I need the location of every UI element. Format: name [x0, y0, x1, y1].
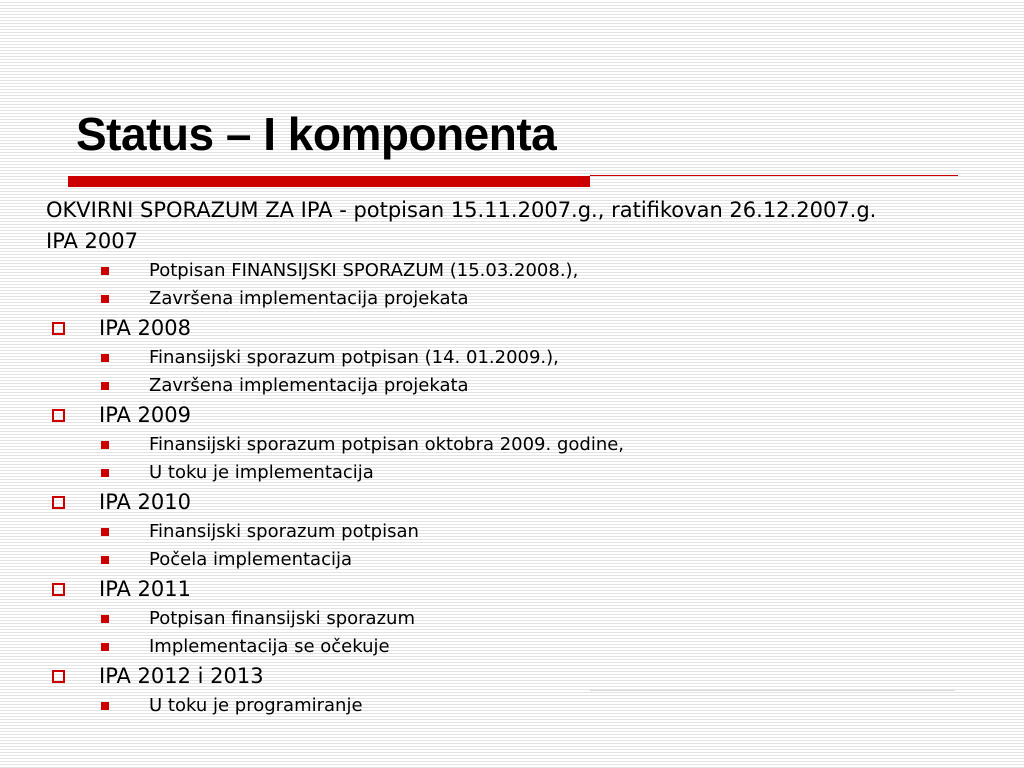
section-heading-text: IPA 2012 i 2013 [99, 664, 264, 688]
title-accent-line [590, 175, 958, 176]
hollow-square-bullet-icon [52, 496, 65, 509]
hollow-square-bullet-icon [52, 670, 65, 683]
list-item [46, 259, 946, 283]
section-heading [46, 489, 946, 516]
agreement-line: OKVIRNI SPORAZUM ZA IPA - potpisan 15.11.2007.g., ratifikovan 26.12.2007.g. [46, 198, 877, 222]
title-accent-bar [68, 176, 590, 187]
section-heading-text: IPA 2009 [99, 403, 191, 427]
ipa-2007-heading: IPA 2007 [46, 229, 138, 253]
square-bullet-icon [101, 354, 109, 362]
list-item [46, 520, 946, 544]
square-bullet-icon [101, 615, 109, 623]
square-bullet-icon [101, 556, 109, 564]
list-item-text: Finansijski sporazum potpisan oktobra 2009. godine, [149, 434, 625, 455]
section-heading [46, 315, 946, 342]
list-item-text: U toku je programiranje [149, 695, 363, 716]
section-heading [46, 402, 946, 429]
square-bullet-icon [101, 702, 109, 710]
list-item [46, 287, 946, 311]
list-item-text: Finansijski sporazum potpisan (14. 01.2009.), [149, 347, 559, 368]
slide-content [46, 197, 946, 722]
list-item [46, 461, 946, 485]
list-item-text: Potpisan finansijski sporazum [149, 608, 415, 629]
slide-title: Status – I komponenta [76, 108, 557, 160]
list-item [46, 374, 946, 398]
section-heading [46, 663, 946, 690]
list-item [46, 635, 946, 659]
list-item [46, 694, 946, 718]
list-item-text: U toku je implementacija [149, 462, 374, 483]
list-item-text: Potpisan FINANSIJSKI SPORAZUM (15.03.2008.), [149, 260, 579, 281]
list-item [46, 548, 946, 572]
list-item-text: Implementacija se očekuje [149, 636, 390, 657]
section-heading [46, 576, 946, 603]
ipa-sections [46, 315, 946, 718]
square-bullet-icon [101, 267, 109, 275]
square-bullet-icon [101, 643, 109, 651]
square-bullet-icon [101, 295, 109, 303]
square-bullet-icon [101, 441, 109, 449]
list-item [46, 433, 946, 457]
list-item [46, 346, 946, 370]
hollow-square-bullet-icon [52, 409, 65, 422]
list-item-text: Završena implementacija projekata [149, 375, 469, 396]
hollow-square-bullet-icon [52, 583, 65, 596]
square-bullet-icon [101, 469, 109, 477]
list-item-text: Finansijski sporazum potpisan [149, 521, 419, 542]
list-item-text: Počela implementacija [149, 549, 353, 570]
section-heading-text: IPA 2008 [99, 316, 191, 340]
hollow-square-bullet-icon [52, 322, 65, 335]
square-bullet-icon [101, 528, 109, 536]
square-bullet-icon [101, 382, 109, 390]
section-heading-text: IPA 2010 [99, 490, 191, 514]
section-heading-text: IPA 2011 [99, 577, 191, 601]
list-item-text: Završena implementacija projekata [149, 288, 469, 309]
list-item [46, 607, 946, 631]
